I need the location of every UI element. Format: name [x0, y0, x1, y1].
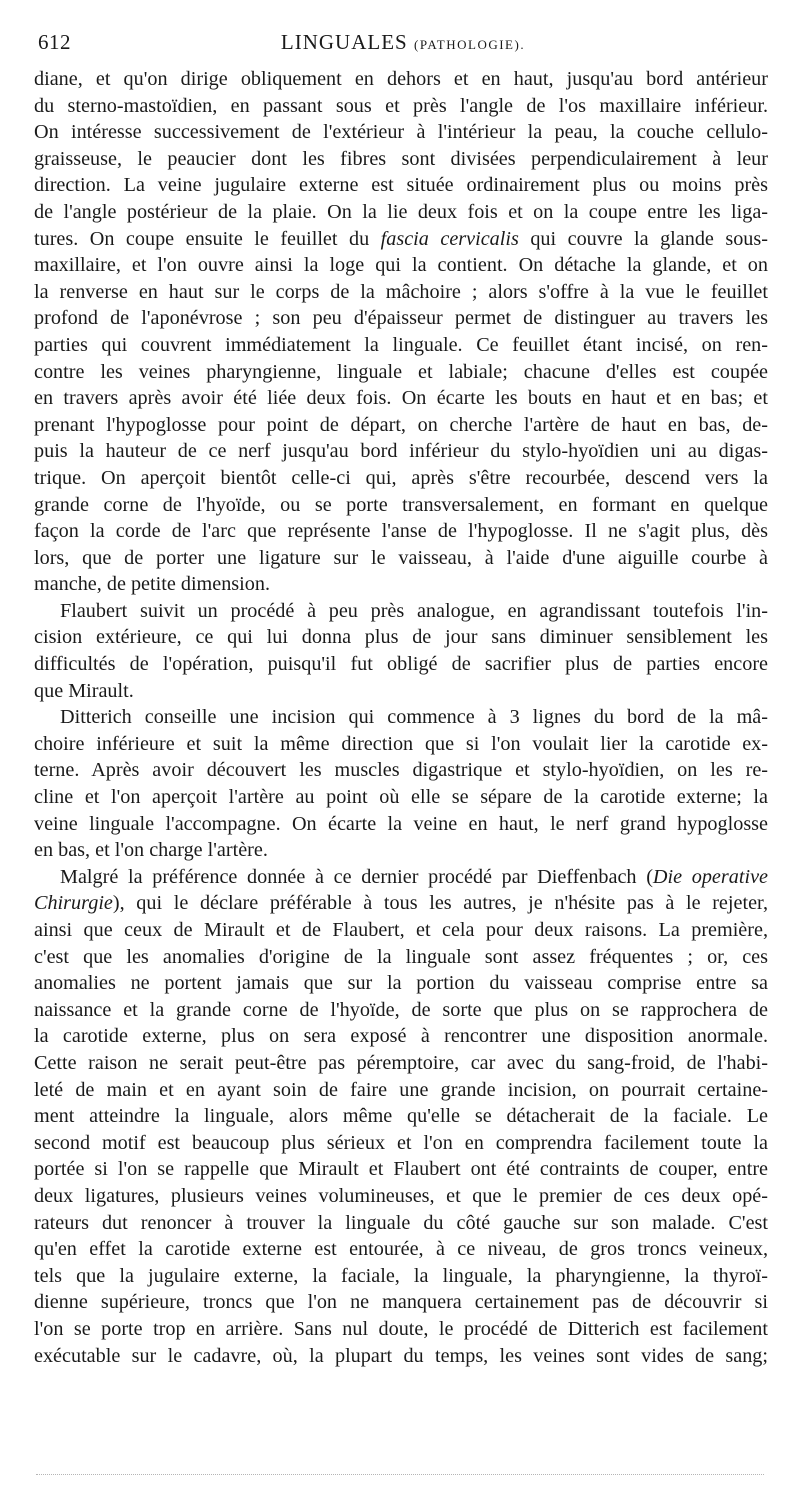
body-text [34, 66, 768, 1369]
text-line: lors, que de porter une ligature sur le vaisseau, à l'aide d'une aiguille courbe à [34, 546, 768, 569]
text-line: prenant l'hypoglosse pour point de départ, on cherche l'artère de haut en bas, de- [34, 413, 768, 436]
text-line: leté de main et en ayant soin de faire une grande incision, on pourrait certaine- [34, 1078, 768, 1101]
text-line: Cette raison ne serait peut-être pas péremptoire, car avec du sang-froid, de l'habi- [34, 1051, 768, 1074]
text-line [34, 226, 768, 253]
text-line: grande corne de l'hyoïde, ou se porte transversalement, en formant en quelque [34, 493, 768, 516]
text-line: choire inférieure et suit la même direction que si l'on voulait lier la carotide ex- [34, 732, 768, 755]
text-line: la carotide externe, plus on sera exposé à rencontrer une disposition anormale. [34, 1025, 768, 1048]
text-line: difficultés de l'opération, puisqu'il fut obligé de sacrifier plus de parties encore [34, 653, 768, 676]
text-line: deux ligatures, plusieurs veines volumineuses, et que le premier de ces deux opé- [34, 1184, 768, 1207]
running-title-main: LINGUALES [280, 30, 408, 54]
text-line: veine linguale l'accompagne. On écarte la veine en haut, le nerf grand hypoglosse [34, 812, 768, 835]
text-run: Malgré la préférence donnée à ce dernier procédé par Dieffenbach ( [60, 865, 653, 888]
text-line: terne. Après avoir découvert les muscles digastrique et stylo-hyoïdien, on les re- [34, 759, 768, 782]
text-run: ), qui le déclare préférable à tous les autres, je n'hésite pas à le rejeter, [112, 892, 768, 915]
text-line: parties qui couvrent immédiatement la linguale. Ce feuillet étant incisé, on ren- [34, 333, 768, 356]
text-line: en travers après avoir été liée deux fois. On écarte les bouts en haut et en bas; et [34, 387, 768, 410]
text-line: exécutable sur le cadavre, où, la plupart du temps, les veines sont vides de sang; [34, 1344, 768, 1367]
text-line: dienne supérieure, troncs que l'on ne manquera certainement pas de découvrir si [34, 1291, 768, 1314]
page-number: 612 [38, 30, 71, 54]
text-line: trique. On aperçoit bientôt celle-ci qui, après s'être recourbée, descend vers la [34, 466, 768, 489]
text-line: que Mirault. [34, 679, 134, 702]
text-line: puis la hauteur de ce nerf jusqu'au bord inférieur du stylo-hyoïdien uni au digas- [34, 440, 768, 463]
text-line: la renverse en haut sur le corps de la mâchoire ; alors s'offre à la vue le feuillet [34, 280, 768, 303]
text-line: c'est que les anomalies d'origine de la linguale sont assez fréquentes ; or, ces [34, 945, 768, 968]
text-line: direction. La veine jugulaire externe est située ordinairement plus ou moins près [34, 174, 768, 197]
text-line [34, 890, 768, 917]
text-run: tures. On coupe ensuite le feuillet du [34, 227, 381, 250]
text-line [34, 864, 768, 891]
text-line: maxillaire, et l'on ouvre ainsi la loge qui la contient. On détache la glande, et on [34, 254, 768, 277]
running-title-sub: (PATHOLOGIE). [413, 37, 526, 52]
italic-term: Die operative [652, 865, 768, 888]
text-line: Ditterich conseille une incision qui commence à 3 lignes du bord de la mâ- [60, 706, 768, 729]
text-line: qu'en effet la carotide externe est entourée, à ce niveau, de gros troncs veineux, [34, 1238, 768, 1261]
text-line: tels que la jugulaire externe, la faciale, la linguale, la pharyngienne, la thyroï- [34, 1264, 768, 1287]
running-title [38, 30, 768, 55]
text-line: profond de l'aponévrose ; son peu d'épaisseur permet de distinguer au travers les [34, 307, 768, 330]
text-line: second motif est beaucoup plus sérieux et l'on en comprendra facilement toute la [34, 1131, 768, 1154]
text-line: cline et l'on aperçoit l'artère au point où elle se sépare de la carotide externe; la [34, 786, 768, 809]
text-line: portée si l'on se rappelle que Mirault et Flaubert ont été contraints de couper, entre [34, 1158, 768, 1181]
text-line: diane, et qu'on dirige obliquement en dehors et en haut, jusqu'au bord antérieur [34, 68, 768, 90]
text-line: du sterno-mastoïdien, en passant sous et près l'angle de l'os maxillaire inférieur. [34, 94, 768, 117]
text-line: naissance et la grande corne de l'hyoïde, de sorte que plus on se rapprochera de [34, 998, 768, 1021]
text-run: qui couvre la glande sous- [518, 227, 768, 250]
text-line: rateurs dut renoncer à trouver la linguale du côté gauche sur son malade. C'est [34, 1211, 768, 1234]
text-line: cision extérieure, ce qui lui donna plus de jour sans diminuer sensiblement les [34, 626, 768, 649]
text-line: Flaubert suivit un procédé à peu près analogue, en agrandissant toutefois l'in- [60, 599, 768, 622]
running-header [38, 26, 768, 62]
text-line: en bas, et l'on charge l'artère. [34, 839, 268, 862]
text-line: graisseuse, le peaucier dont les fibres sont divisées perpendiculairement à leur [34, 147, 768, 170]
text-line: contre les veines pharyngienne, linguale et labiale; chacune d'elles est coupée [34, 360, 768, 383]
text-line: de l'angle postérieur de la plaie. On la lie deux fois et on la coupe entre les liga- [34, 200, 768, 223]
italic-term: fascia cervicalis [380, 227, 519, 250]
bottom-dotted-rule [36, 1474, 764, 1475]
text-line: l'on se porte trop en arrière. Sans nul doute, le procédé de Ditterich est facilement [34, 1317, 768, 1340]
text-line: anomalies ne portent jamais que sur la portion du vaisseau comprise entre sa [34, 972, 768, 995]
text-line: ment atteindre la linguale, alors même qu'elle se détacherait de la faciale. Le [34, 1105, 768, 1128]
text-line: ainsi que ceux de Mirault et de Flaubert, et cela pour deux raisons. La première, [34, 919, 768, 941]
text-line: On intéresse successivement de l'extérieur à l'intérieur la peau, la couche cellulo- [34, 121, 768, 144]
text-line: manche, de petite dimension. [34, 573, 271, 596]
italic-term: Chirurgie [34, 892, 113, 915]
text-line: façon la corde de l'arc que représente l'anse de l'hypoglosse. Il ne s'agit plus, dès [34, 520, 768, 543]
